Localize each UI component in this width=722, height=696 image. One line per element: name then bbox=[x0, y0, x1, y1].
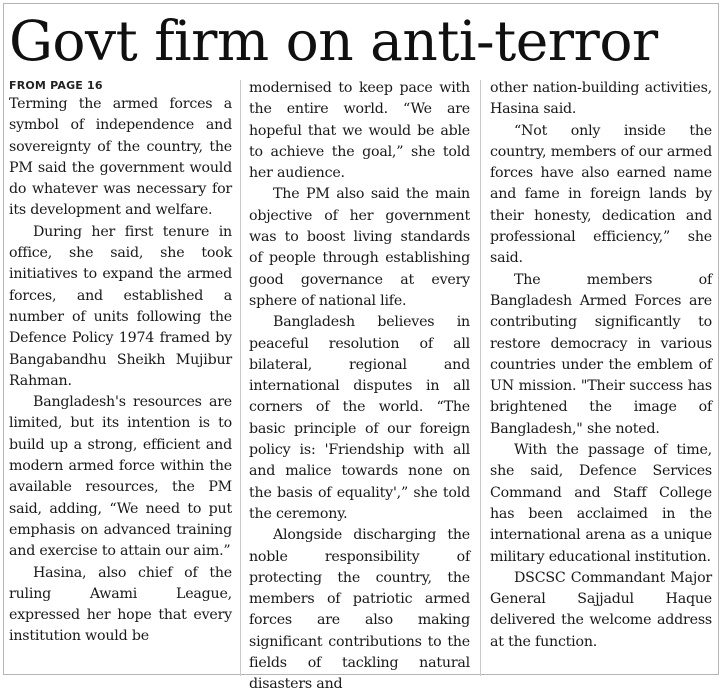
paragraph: other nation-building activities, Hasina said. bbox=[490, 80, 712, 118]
paragraph: The PM also said the main objective of her government was to boost living standards of people through establishing good governance at every sphere of national life. bbox=[249, 186, 470, 309]
paragraph: With the passage of time, she said, Defence Services Command and Staff College has been acclaimed in the international arena as a unique military educational institution. bbox=[490, 442, 712, 565]
paragraph: Bangladesh believes in peaceful resolution of all bilateral, regional and international disputes in all corners of the world. “The basic principle of our foreign policy is: 'Friendship with all and malice towards none on the basis of equality',” she told the ceremony. bbox=[249, 314, 470, 522]
paragraph: The members of Bangladesh Armed Forces are contributing significantly to restore democracy in various countries under the emblem of UN mission. "Their success has brightened the image of Bangladesh," she noted. bbox=[490, 271, 712, 437]
paragraph: Bangladesh's resources are limited, but its intention is to build up a strong, efficient and modern armed force within the available resources, the PM said, adding, “We need to put emphasis on advanced training and exercise to attain our aim.” bbox=[9, 394, 232, 560]
paragraph: DSCSC Commandant Major General Sajjadul Haque delivered the welcome address at the function. bbox=[490, 569, 712, 650]
article-column-1 bbox=[9, 78, 232, 676]
paragraph: modernised to keep pace with the entire world. “We are hopeful that we would be able to achieve the goal,” she told her audience. bbox=[249, 80, 470, 182]
column-divider bbox=[240, 80, 241, 676]
article-column-3 bbox=[490, 78, 712, 676]
paragraph: Hasina, also chief of the ruling Awami League, expressed her hope that every institution would be bbox=[9, 564, 232, 645]
dateline: FROM PAGE 16 bbox=[9, 79, 103, 92]
paragraph: “Not only inside the country, members of our armed forces have also earned name and fame in foreign lands by their honesty, dedication and professional efficiency,” she said. bbox=[490, 122, 712, 267]
headline: Govt firm on anti-terror bbox=[9, 9, 658, 73]
paragraph: Alongside discharging the noble responsibility of protecting the country, the members of patriotic armed forces are also making significant contributions to the fields of tackling natural disasters and bbox=[249, 527, 470, 693]
column-divider bbox=[480, 80, 481, 676]
paragraph: During her first tenure in office, she said, she took initiatives to expand the armed forces, and established a number of units following the Defence Policy 1974 framed by Bangabandhu Sheikh Mujibur Rahman. bbox=[9, 223, 232, 389]
paragraph: Terming the armed forces a symbol of independence and sovereignty of the country, the PM said the government would do whatever was necessary for its development and welfare. bbox=[9, 96, 232, 219]
article-column-2 bbox=[249, 78, 470, 693]
